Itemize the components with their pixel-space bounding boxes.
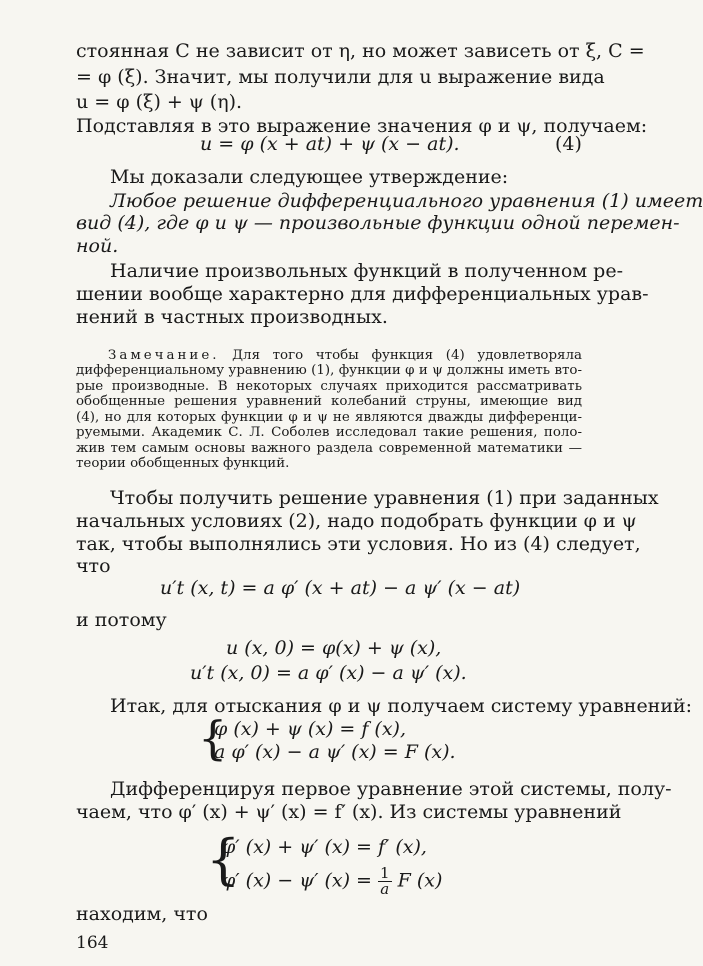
text-line-7: шении вообще характерно для дифференциальных урав- bbox=[76, 283, 649, 305]
equation-number-4: (4) bbox=[555, 133, 582, 155]
text-line-10: начальных условиях (2), надо подобрать функции φ и ψ bbox=[76, 510, 637, 532]
text-line-3: u = φ (ξ) + ψ (η). bbox=[76, 91, 243, 113]
text-line-14: Итак, для отыскания φ и ψ получаем систему уравнений: bbox=[110, 695, 693, 717]
system2-eq1: φ′ (x) + ψ′ (x) = f′ (x), bbox=[222, 836, 427, 858]
remark-line-6: руемыми. Академик С. Л. Соболев исследовал такие решения, поло- bbox=[76, 425, 582, 440]
theorem-line-3: ной. bbox=[76, 235, 119, 257]
theorem-line-2: вид (4), где φ и ψ — произвольные функции одной перемен- bbox=[76, 212, 680, 234]
text-line-12: что bbox=[76, 555, 111, 577]
remark-line-8: теории обобщенных функций. bbox=[76, 456, 290, 471]
text-line-11: так, чтобы выполнялись эти условия. Но из (4) следует, bbox=[76, 533, 641, 555]
text-line-9: Чтобы получить решение уравнения (1) при заданных bbox=[110, 487, 659, 509]
equation-u0: u (x, 0) = φ(x) + ψ (x), bbox=[226, 637, 442, 659]
equation-ut0: u′t (x, 0) = a φ′ (x) − a ψ′ (x). bbox=[190, 662, 467, 684]
system-brace-1: { bbox=[198, 711, 228, 765]
text-line-6: Наличие произвольных функций в полученном ре- bbox=[110, 260, 623, 282]
remark-line-2: дифференциальному уравнению (1), функции φ и ψ должны иметь вто- bbox=[76, 363, 582, 378]
text-line-17: находим, что bbox=[76, 903, 208, 925]
page-number: 164 bbox=[76, 933, 109, 953]
theorem-line-1: Любое решение дифференциального уравнения (1) имеет bbox=[110, 190, 703, 212]
remark-line-3: рые производные. В некоторых случаях приходится рассматривать bbox=[76, 379, 582, 394]
text-line-4: Подставляя в это выражение значения φ и ψ, получаем: bbox=[76, 115, 648, 137]
remark-line-1: Замечание. Для того чтобы функция (4) удовлетворяла bbox=[108, 348, 582, 363]
text-line-8: нений в частных производных. bbox=[76, 306, 388, 328]
fraction: $\frac{1}{a}$ bbox=[380, 864, 390, 898]
system-brace-2: { bbox=[206, 828, 241, 891]
text-line-15: Дифференцируя первое уравнение этой системы, полу- bbox=[110, 778, 672, 800]
equation-4: u = φ (x + at) + ψ (x − at). bbox=[200, 133, 460, 155]
remark-line-5: (4), но для которых функции φ и ψ не являются дважды дифференци- bbox=[76, 410, 582, 425]
system1-eq1: φ (x) + ψ (x) = f (x), bbox=[214, 718, 407, 740]
text-line-2: = φ (ξ). Значит, мы получили для u выражение вида bbox=[76, 66, 605, 88]
text-line-5: Мы доказали следующее утверждение: bbox=[110, 166, 509, 188]
remark-label: Замечание. bbox=[108, 348, 220, 363]
remark-line-7: жив тем самым основы важного раздела современной математики — bbox=[76, 441, 582, 456]
system2-eq2: φ′ (x) − ψ′ (x) = $\frac{1}{a}$ F (x) bbox=[222, 864, 443, 898]
text-line-16: чаем, что φ′ (x) + ψ′ (x) = f′ (x). Из системы уравнений bbox=[76, 801, 622, 823]
remark-line-4: обобщенные решения уравнений колебаний струны, имеющие вид bbox=[76, 394, 582, 409]
text-line-13: и потому bbox=[76, 609, 167, 631]
equation-ut: u′t (x, t) = a φ′ (x + at) − a ψ′ (x − at) bbox=[160, 577, 521, 599]
text-line-1: стоянная C не зависит от η, но может зависеть от ξ, C = bbox=[76, 40, 645, 62]
system1-eq2: a φ′ (x) − a ψ′ (x) = F (x). bbox=[214, 741, 456, 763]
